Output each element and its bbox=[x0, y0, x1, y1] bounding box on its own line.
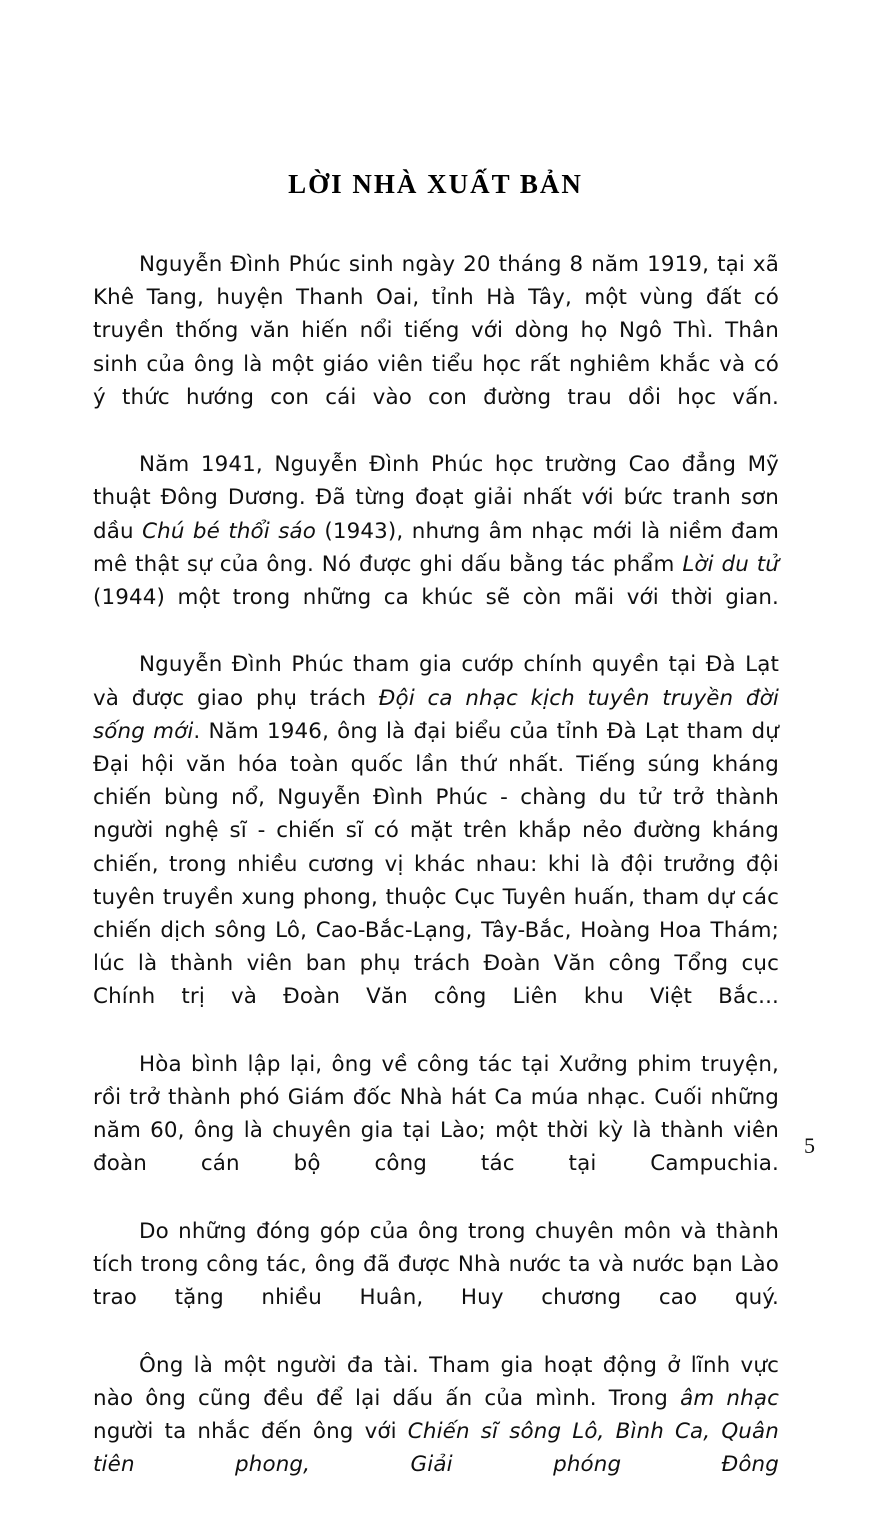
italic-run: Chú bé thổi sáo bbox=[142, 518, 317, 544]
body-text-block bbox=[93, 248, 779, 1516]
paragraph bbox=[93, 448, 779, 647]
paragraph bbox=[93, 248, 779, 447]
paragraph bbox=[93, 1215, 779, 1348]
text-run: Nguyễn Đình Phúc tham gia cướp chính quyền tại Đà Lạt và được giao phụ trách bbox=[93, 652, 779, 711]
paragraph bbox=[93, 648, 779, 1046]
text-run: Hòa bình lập lại, ông về công tác tại Xưởng phim truyện, rồi trở thành phó Giám đốc Nhà hát Ca múa nhạc. Cuối những năm 60, ông là chuyên gia tại Lào; một thời kỳ là thành viên đoàn cán bộ công tác tại Campuchia. bbox=[93, 1051, 779, 1177]
italic-run: Lời du tử bbox=[682, 551, 780, 577]
text-run: Do những đóng góp của ông trong chuyên môn và thành tích trong công tác, ông đã được Nhà nước ta và nước bạn Lào trao tặng nhiều Huân, Huy chương cao quý. bbox=[93, 1218, 779, 1311]
page-number: 5 bbox=[804, 1133, 815, 1158]
italic-run: âm nhạc bbox=[680, 1385, 779, 1411]
paragraph bbox=[93, 1349, 779, 1515]
text-run: Ông là một người đa tài. Tham gia hoạt động ở lĩnh vực nào ông cũng đều để lại dấu ấn của mình. Trong bbox=[93, 1352, 779, 1411]
italic-run: Chiến sĩ sông Lô, Bình Ca, Quân tiên phong, Giải phóng Đông bbox=[93, 1419, 779, 1478]
text-run: người ta nhắc đến ông với bbox=[93, 1419, 408, 1445]
paragraph bbox=[93, 1048, 779, 1214]
page-title: LỜI NHÀ XUẤT BẢN bbox=[288, 169, 583, 200]
text-run: (1943), nhưng âm nhạc mới là niềm đam mê thật sự của ông. Nó được ghi dấu bằng tác phẩm bbox=[93, 518, 780, 577]
text-run: (1944) một trong những ca khúc sẽ còn mãi với thời gian. bbox=[93, 585, 779, 611]
italic-run: Đội ca nhạc kịch tuyên truyền đời sống mới bbox=[93, 685, 779, 744]
text-run: . Năm 1946, ông là đại biểu của tỉnh Đà Lạt tham dự Đại hội văn hóa toàn quốc lần thứ nhất. Tiếng súng kháng chiến bùng nổ, Nguyễn Đình Phúc - chàng du tử trở thành người nghệ sĩ - chiến sĩ có mặt trên khắp nẻo đường kháng chiến, trong nhiều cương vị khác nhau: khi là đội trưởng đội tuyên truyền xung phong, thuộc Cục Tuyên huấn, tham dự các chiến dịch sông Lô, Cao-Bắc-Lạng, Tây-Bắc, Hoàng Hoa Thám; lúc là thành viên ban phụ trách Đoàn Văn công Tổng cục Chính trị và Đoàn Văn công Liên khu Việt Bắc... bbox=[93, 718, 779, 1010]
text-run: Nguyễn Đình Phúc sinh ngày 20 tháng 8 năm 1919, tại xã Khê Tang, huyện Thanh Oai, tỉnh Hà Tây, một vùng đất có truyền thống văn hiến nổi tiếng với dòng họ Ngô Thì. Thân sinh của ông là một giáo viên tiểu học rất nghiêm khắc và có ý thức hướng con cái vào con đường trau dồi học vấn. bbox=[93, 252, 779, 410]
text-run: Năm 1941, Nguyễn Đình Phúc học trường Cao đẳng Mỹ thuật Đông Dương. Đã từng đoạt giải nhất với bức tranh sơn dầu bbox=[93, 452, 779, 544]
